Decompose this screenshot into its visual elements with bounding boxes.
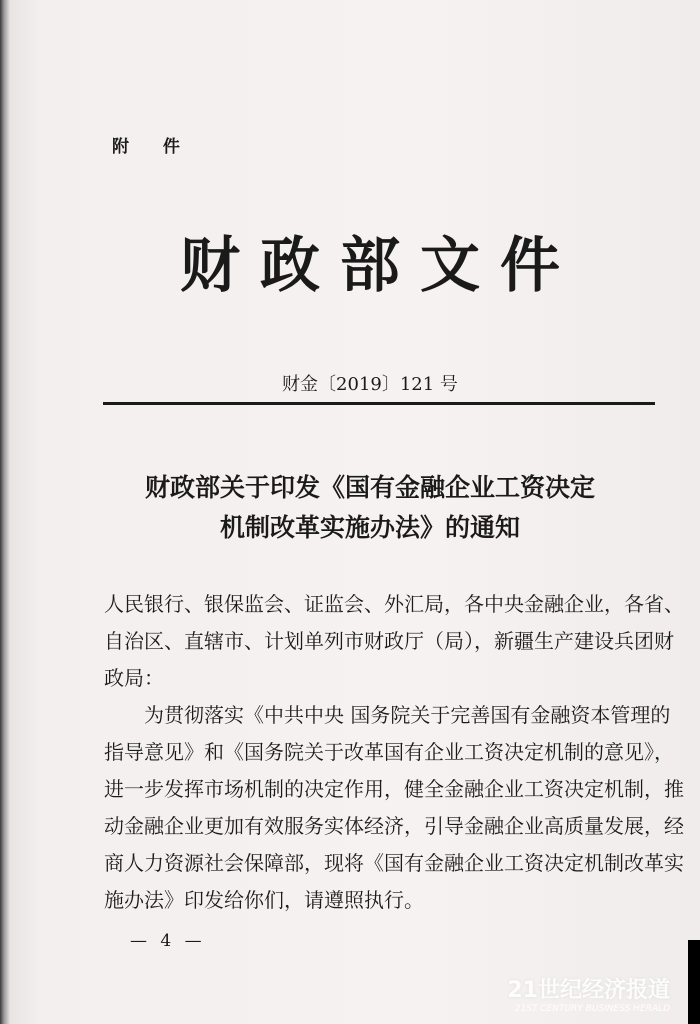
attachment-label: 附 件 [112,137,194,157]
body-paragraph: 为贯彻落实《中共中央 国务院关于完善国有金融资本管理的指导意见》和《国务院关于改革国有企业工资决定机制的意见》，进一步发挥市场机制的决定作用，健全金融企业工资决定机制，推动金融企业更加有效服务实体经济，引导金融企业高质量发展，经商人力资源社会保障部，现将《国有金融企业工资决定机制改革实施办法》印发给你们，请遵照执行。 [104,703,684,912]
notice-body [104,586,690,919]
watermark-cn: 21世纪经济报道 [507,978,670,1003]
notice-title-line-2: 机制改革实施办法》的通知 [219,513,520,542]
watermark-en: 21ST CENTURY BUSINESS HERALD [514,1004,670,1014]
header-divider [103,402,655,405]
document-number: 财金〔2019〕121 号 [282,374,458,395]
addressees: 人民银行、银保监会、证监会、外汇局，各中央金融企业，各省、自治区、直辖市、计划单列市财政厅（局），新疆生产建设兵团财政局： [104,592,684,690]
scan-edge-shadow [688,940,700,1024]
document-header-title: 财政部文件 [180,231,580,301]
watermark-logo [507,973,670,1014]
page-content-flow [104,586,690,953]
notice-title-line-1: 财政部关于印发《国有金融企业工资决定 [144,473,595,502]
page-number: — 4 — [130,931,206,951]
